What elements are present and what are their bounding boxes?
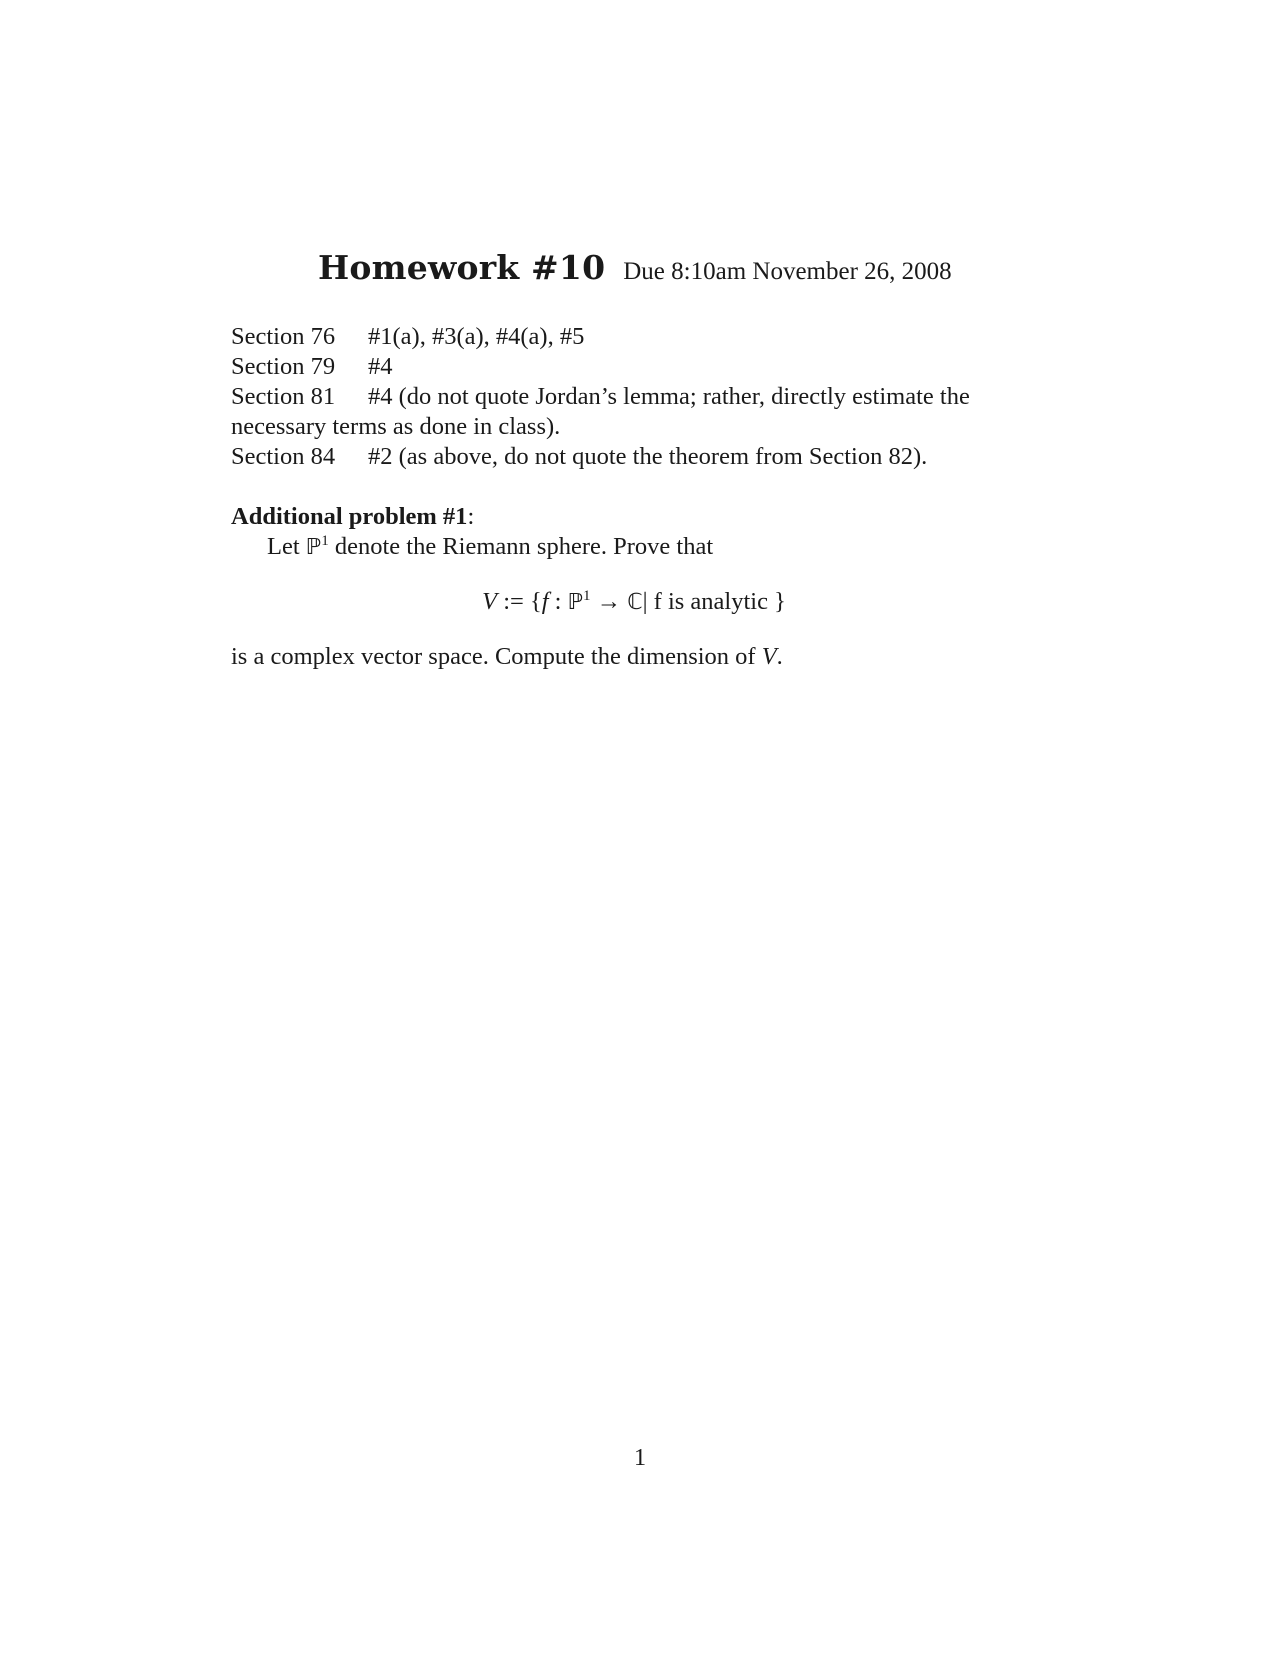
section-problems: #4 [368,353,393,380]
math-superscript: 1 [583,588,591,604]
title-line [318,248,952,287]
section-label: Section 76 [231,323,336,350]
section-label: Section 84 [231,443,336,470]
section-problems: #1(a), #3(a), #4(a), #5 [368,323,585,350]
display-equation [231,587,1037,618]
intro-text-tail: denote the Riemann sphere. Prove that [328,533,714,560]
additional-problem [231,502,1051,672]
section-row [231,382,1051,412]
section-row [231,322,1051,352]
section-problems: #4 (do not quote Jordan’s lemma; rather, directly estimate the [368,383,970,410]
section-row [231,442,1051,472]
math-arrow: → [590,588,628,615]
section-problems: #2 (as above, do not quote the theorem from Section 82). [368,443,928,470]
math-P: ℙ [567,590,584,615]
additional-heading-line [231,502,1051,532]
math-assign: := { [497,588,542,615]
homework-title: Homework #10 [318,248,606,287]
conclusion-period: . [776,643,783,670]
heading-colon: : [467,503,475,530]
additional-heading: Additional problem #1 [231,503,468,530]
problem-intro [231,532,1051,563]
sections-list [231,322,1051,472]
conclusion-V: V [761,643,777,670]
section-label: Section 81 [231,383,336,410]
math-rest: | f is analytic } [642,588,786,615]
riemann-sphere-symbol: ℙ [305,535,322,560]
math-C: ℂ [627,590,643,615]
math-f: f [541,588,549,615]
intro-text: Let [267,533,306,560]
problem-conclusion [231,642,1051,672]
due-date: Due 8:10am November 26, 2008 [623,258,952,285]
section-row [231,352,1051,382]
superscript-one: 1 [321,533,329,549]
math-colon: : [548,588,568,615]
conclusion-text: is a complex vector space. Compute the dimension of [231,643,762,670]
math-V: V [482,588,498,615]
section-continuation: necessary terms as done in class). [231,413,561,440]
page-number: 1 [633,1444,647,1471]
section-label: Section 79 [231,353,336,380]
